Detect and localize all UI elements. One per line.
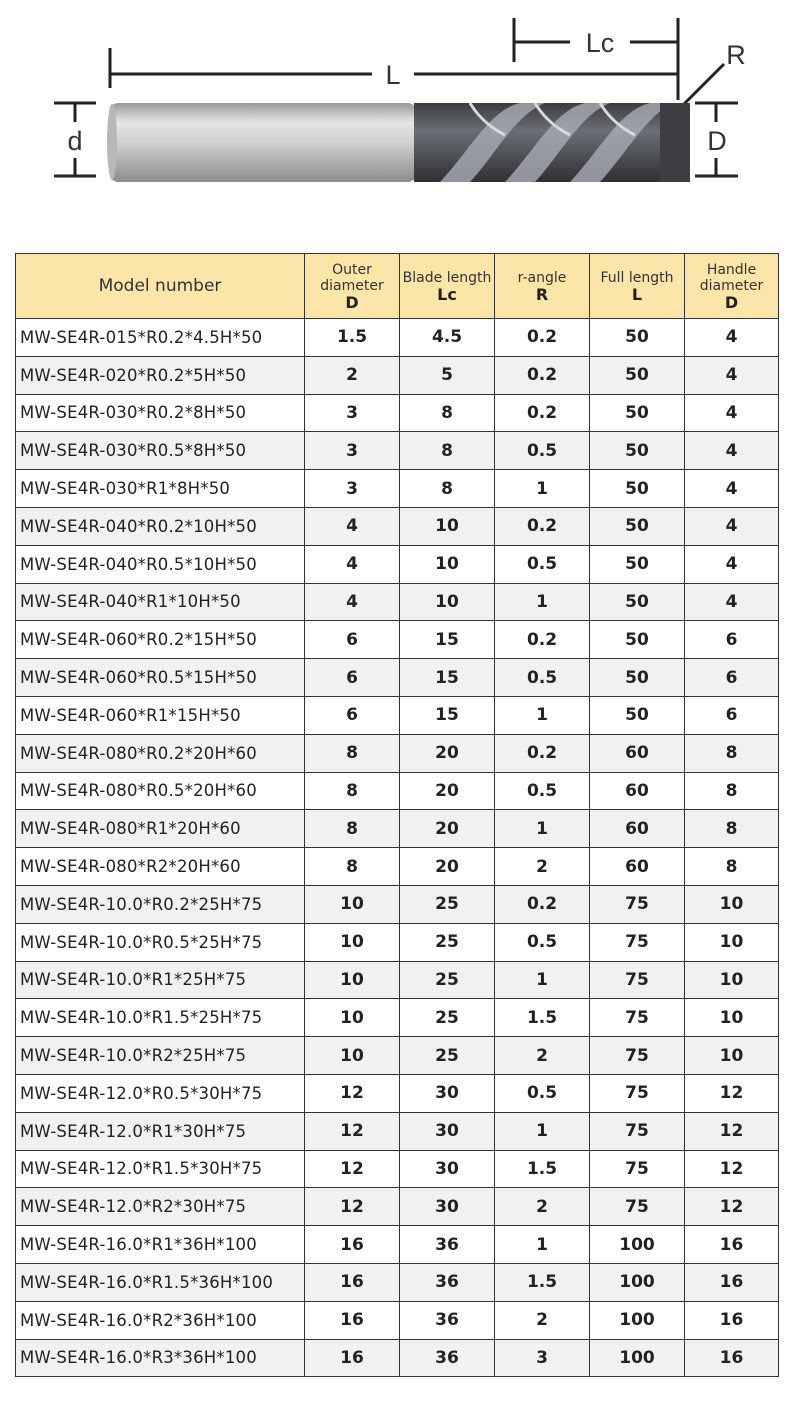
blade-length-cell: 36 bbox=[400, 1339, 495, 1377]
table-body bbox=[16, 319, 779, 1377]
r-angle-cell: 0.2 bbox=[495, 356, 590, 394]
outer-diameter-cell: 1.5 bbox=[305, 319, 400, 357]
blade-length-cell: 15 bbox=[400, 659, 495, 697]
header-symbol: L bbox=[631, 284, 643, 304]
handle-diameter-cell: 6 bbox=[685, 659, 779, 697]
r-angle-cell: 0.2 bbox=[495, 319, 590, 357]
model-number-cell: MW-SE4R-080*R2*20H*60 bbox=[16, 848, 305, 886]
model-number-cell: MW-SE4R-080*R0.5*20H*60 bbox=[16, 772, 305, 810]
table-row bbox=[16, 885, 779, 923]
outer-diameter-cell: 16 bbox=[305, 1339, 400, 1377]
model-number-cell: MW-SE4R-10.0*R1*25H*75 bbox=[16, 961, 305, 999]
handle-diameter-cell: 10 bbox=[685, 885, 779, 923]
outer-diameter-cell: 12 bbox=[305, 1074, 400, 1112]
table-row bbox=[16, 356, 779, 394]
r-angle-cell: 0.2 bbox=[495, 394, 590, 432]
blade-length-cell: 20 bbox=[400, 772, 495, 810]
table-row bbox=[16, 1188, 779, 1226]
model-number-cell: MW-SE4R-10.0*R0.5*25H*75 bbox=[16, 923, 305, 961]
column-header-blade-length bbox=[400, 254, 495, 319]
outer-diameter-cell: 4 bbox=[305, 507, 400, 545]
header-title: Full length bbox=[600, 269, 674, 286]
outer-diameter-cell: 3 bbox=[305, 470, 400, 508]
outer-diameter-cell: 12 bbox=[305, 1188, 400, 1226]
handle-diameter-cell: 12 bbox=[685, 1188, 779, 1226]
full-length-cell: 50 bbox=[590, 319, 685, 357]
table-row bbox=[16, 1301, 779, 1339]
r-angle-cell: 1 bbox=[495, 1226, 590, 1264]
model-number-cell: MW-SE4R-030*R1*8H*50 bbox=[16, 470, 305, 508]
outer-diameter-cell: 4 bbox=[305, 583, 400, 621]
r-angle-cell: 1 bbox=[495, 810, 590, 848]
table-row bbox=[16, 1226, 779, 1264]
model-number-cell: MW-SE4R-16.0*R1*36H*100 bbox=[16, 1226, 305, 1264]
blade-length-cell: 10 bbox=[400, 507, 495, 545]
end-mill-flutes bbox=[414, 103, 690, 182]
full-length-cell: 100 bbox=[590, 1263, 685, 1301]
table-row bbox=[16, 507, 779, 545]
table-row bbox=[16, 394, 779, 432]
column-header-r-angle bbox=[495, 254, 590, 319]
handle-diameter-cell: 10 bbox=[685, 1037, 779, 1075]
model-number-cell: MW-SE4R-040*R0.5*10H*50 bbox=[16, 545, 305, 583]
handle-diameter-cell: 4 bbox=[685, 545, 779, 583]
handle-diameter-cell: 4 bbox=[685, 319, 779, 357]
blade-length-cell: 10 bbox=[400, 583, 495, 621]
blade-length-cell: 30 bbox=[400, 1074, 495, 1112]
r-angle-cell: 0.5 bbox=[495, 923, 590, 961]
full-length-cell: 50 bbox=[590, 356, 685, 394]
r-angle-cell: 0.5 bbox=[495, 772, 590, 810]
handle-diameter-cell: 12 bbox=[685, 1150, 779, 1188]
blade-length-cell: 10 bbox=[400, 545, 495, 583]
full-length-cell: 50 bbox=[590, 583, 685, 621]
model-number-cell: MW-SE4R-060*R0.2*15H*50 bbox=[16, 621, 305, 659]
model-number-cell: MW-SE4R-080*R0.2*20H*60 bbox=[16, 734, 305, 772]
handle-diameter-cell: 16 bbox=[685, 1226, 779, 1264]
full-length-cell: 75 bbox=[590, 961, 685, 999]
handle-diameter-cell: 4 bbox=[685, 394, 779, 432]
full-length-cell: 75 bbox=[590, 999, 685, 1037]
end-mill-diagram bbox=[0, 0, 800, 230]
total-length-label: L bbox=[385, 60, 401, 90]
handle-diameter-cell: 16 bbox=[685, 1339, 779, 1377]
outer-diameter-cell: 3 bbox=[305, 394, 400, 432]
handle-diameter-cell: 16 bbox=[685, 1263, 779, 1301]
end-mill-shank bbox=[107, 103, 416, 182]
header-symbol: R bbox=[535, 284, 549, 304]
header-symbol: Lc bbox=[437, 284, 457, 304]
r-angle-cell: 0.2 bbox=[495, 507, 590, 545]
column-header-handle-diameter bbox=[685, 254, 779, 319]
r-angle-cell: 0.2 bbox=[495, 885, 590, 923]
table-row bbox=[16, 1074, 779, 1112]
blade-length-cell: 25 bbox=[400, 999, 495, 1037]
outer-diameter-cell: 16 bbox=[305, 1301, 400, 1339]
handle-diameter-cell: 8 bbox=[685, 772, 779, 810]
model-number-cell: MW-SE4R-10.0*R1.5*25H*75 bbox=[16, 999, 305, 1037]
blade-length-cell: 20 bbox=[400, 810, 495, 848]
outer-diameter-cell: 4 bbox=[305, 545, 400, 583]
header-title: r-angle bbox=[517, 269, 567, 286]
outer-diameter-cell: 6 bbox=[305, 659, 400, 697]
table-row bbox=[16, 999, 779, 1037]
r-angle-cell: 1.5 bbox=[495, 999, 590, 1037]
table-row bbox=[16, 319, 779, 357]
blade-length-cell: 30 bbox=[400, 1150, 495, 1188]
outer-diameter-cell: 6 bbox=[305, 621, 400, 659]
handle-diameter-cell: 8 bbox=[685, 848, 779, 886]
handle-diameter-cell: 6 bbox=[685, 621, 779, 659]
r-angle-cell: 2 bbox=[495, 1301, 590, 1339]
outer-diameter-cell: 12 bbox=[305, 1112, 400, 1150]
specification-table bbox=[15, 253, 779, 1377]
table-row bbox=[16, 432, 779, 470]
header-title: Blade length bbox=[402, 269, 492, 286]
table-row bbox=[16, 1112, 779, 1150]
table-row bbox=[16, 545, 779, 583]
table-row bbox=[16, 772, 779, 810]
handle-diameter-cell: 8 bbox=[685, 810, 779, 848]
outer-diameter-cell: 8 bbox=[305, 772, 400, 810]
full-length-cell: 50 bbox=[590, 470, 685, 508]
model-number-cell: MW-SE4R-12.0*R0.5*30H*75 bbox=[16, 1074, 305, 1112]
blade-length-cell: 20 bbox=[400, 734, 495, 772]
full-length-cell: 60 bbox=[590, 810, 685, 848]
full-length-cell: 50 bbox=[590, 696, 685, 734]
column-header-outer-diameter bbox=[305, 254, 400, 319]
handle-diameter-cell: 8 bbox=[685, 734, 779, 772]
full-length-cell: 75 bbox=[590, 885, 685, 923]
blade-length-label: Lc bbox=[585, 28, 615, 58]
full-length-cell: 50 bbox=[590, 432, 685, 470]
handle-diameter-cell: 12 bbox=[685, 1074, 779, 1112]
radius-label: R bbox=[726, 40, 746, 70]
model-number-cell: MW-SE4R-060*R0.5*15H*50 bbox=[16, 659, 305, 697]
table-row bbox=[16, 1037, 779, 1075]
handle-diameter-cell: 10 bbox=[685, 999, 779, 1037]
r-angle-cell: 0.5 bbox=[495, 545, 590, 583]
outer-diameter-cell: 6 bbox=[305, 696, 400, 734]
outer-diameter-cell: 16 bbox=[305, 1226, 400, 1264]
shank-diameter-label: d bbox=[67, 126, 83, 156]
full-length-cell: 75 bbox=[590, 1188, 685, 1226]
header-title: Outer diameter bbox=[320, 261, 384, 294]
blade-length-cell: 4.5 bbox=[400, 319, 495, 357]
model-number-cell: MW-SE4R-080*R1*20H*60 bbox=[16, 810, 305, 848]
model-number-cell: MW-SE4R-015*R0.2*4.5H*50 bbox=[16, 319, 305, 357]
full-length-cell: 100 bbox=[590, 1226, 685, 1264]
blade-length-cell: 30 bbox=[400, 1188, 495, 1226]
table-row bbox=[16, 1263, 779, 1301]
model-number-cell: MW-SE4R-12.0*R1.5*30H*75 bbox=[16, 1150, 305, 1188]
model-number-cell: MW-SE4R-16.0*R1.5*36H*100 bbox=[16, 1263, 305, 1301]
full-length-cell: 75 bbox=[590, 1074, 685, 1112]
handle-diameter-cell: 10 bbox=[685, 923, 779, 961]
handle-diameter-cell: 12 bbox=[685, 1112, 779, 1150]
outer-diameter-cell: 3 bbox=[305, 432, 400, 470]
outer-diameter-cell: 10 bbox=[305, 923, 400, 961]
blade-length-cell: 30 bbox=[400, 1112, 495, 1150]
handle-diameter-cell: 10 bbox=[685, 961, 779, 999]
outer-diameter-cell: 8 bbox=[305, 810, 400, 848]
blade-length-cell: 8 bbox=[400, 432, 495, 470]
r-angle-cell: 0.5 bbox=[495, 432, 590, 470]
model-number-cell: MW-SE4R-030*R0.5*8H*50 bbox=[16, 432, 305, 470]
blade-length-cell: 36 bbox=[400, 1226, 495, 1264]
model-number-cell: MW-SE4R-16.0*R3*36H*100 bbox=[16, 1339, 305, 1377]
r-angle-cell: 1.5 bbox=[495, 1150, 590, 1188]
full-length-cell: 75 bbox=[590, 1112, 685, 1150]
r-angle-cell: 1 bbox=[495, 470, 590, 508]
blade-length-cell: 25 bbox=[400, 885, 495, 923]
outer-diameter-cell: 10 bbox=[305, 999, 400, 1037]
r-angle-cell: 2 bbox=[495, 848, 590, 886]
handle-diameter-cell: 4 bbox=[685, 470, 779, 508]
model-number-cell: MW-SE4R-12.0*R1*30H*75 bbox=[16, 1112, 305, 1150]
blade-length-cell: 36 bbox=[400, 1301, 495, 1339]
table-row bbox=[16, 696, 779, 734]
full-length-cell: 60 bbox=[590, 734, 685, 772]
table-header-row bbox=[16, 254, 779, 319]
blade-length-cell: 25 bbox=[400, 923, 495, 961]
table-row bbox=[16, 734, 779, 772]
r-angle-cell: 0.2 bbox=[495, 734, 590, 772]
r-angle-cell: 1 bbox=[495, 583, 590, 621]
full-length-cell: 50 bbox=[590, 507, 685, 545]
r-angle-cell: 2 bbox=[495, 1188, 590, 1226]
handle-diameter-cell: 4 bbox=[685, 507, 779, 545]
header-title: Handle diameter bbox=[699, 261, 764, 294]
table-row bbox=[16, 923, 779, 961]
full-length-cell: 75 bbox=[590, 1150, 685, 1188]
full-length-cell: 75 bbox=[590, 923, 685, 961]
r-angle-cell: 2 bbox=[495, 1037, 590, 1075]
model-number-cell: MW-SE4R-020*R0.2*5H*50 bbox=[16, 356, 305, 394]
r-angle-cell: 3 bbox=[495, 1339, 590, 1377]
r-angle-cell: 1.5 bbox=[495, 1263, 590, 1301]
outer-diameter-cell: 2 bbox=[305, 356, 400, 394]
model-number-cell: MW-SE4R-040*R0.2*10H*50 bbox=[16, 507, 305, 545]
full-length-cell: 50 bbox=[590, 659, 685, 697]
column-header-full-length bbox=[590, 254, 685, 319]
full-length-cell: 75 bbox=[590, 1037, 685, 1075]
handle-diameter-cell: 4 bbox=[685, 356, 779, 394]
blade-length-cell: 20 bbox=[400, 848, 495, 886]
column-header-model: Model number bbox=[16, 254, 305, 319]
outer-diameter-cell: 16 bbox=[305, 1263, 400, 1301]
outer-diameter-cell: 8 bbox=[305, 848, 400, 886]
r-angle-cell: 0.5 bbox=[495, 1074, 590, 1112]
handle-diameter-cell: 6 bbox=[685, 696, 779, 734]
outer-diameter-label: D bbox=[707, 126, 727, 156]
outer-diameter-cell: 10 bbox=[305, 961, 400, 999]
r-angle-cell: 0.2 bbox=[495, 621, 590, 659]
blade-length-cell: 25 bbox=[400, 961, 495, 999]
blade-length-cell: 15 bbox=[400, 696, 495, 734]
outer-diameter-cell: 12 bbox=[305, 1150, 400, 1188]
header-symbol: D bbox=[345, 292, 359, 312]
model-number-cell: MW-SE4R-12.0*R2*30H*75 bbox=[16, 1188, 305, 1226]
header-symbol: D bbox=[724, 292, 739, 312]
model-number-cell: MW-SE4R-16.0*R2*36H*100 bbox=[16, 1301, 305, 1339]
r-angle-cell: 0.5 bbox=[495, 659, 590, 697]
full-length-cell: 60 bbox=[590, 848, 685, 886]
table-row bbox=[16, 1339, 779, 1377]
table-row bbox=[16, 810, 779, 848]
r-angle-cell: 1 bbox=[495, 1112, 590, 1150]
table-row bbox=[16, 1150, 779, 1188]
model-number-cell: MW-SE4R-030*R0.2*8H*50 bbox=[16, 394, 305, 432]
handle-diameter-cell: 4 bbox=[685, 432, 779, 470]
table-row bbox=[16, 621, 779, 659]
model-number-cell: MW-SE4R-040*R1*10H*50 bbox=[16, 583, 305, 621]
outer-diameter-cell: 10 bbox=[305, 1037, 400, 1075]
r-angle-cell: 1 bbox=[495, 961, 590, 999]
table-row bbox=[16, 961, 779, 999]
table-row bbox=[16, 583, 779, 621]
model-number-cell: MW-SE4R-10.0*R0.2*25H*75 bbox=[16, 885, 305, 923]
model-number-cell: MW-SE4R-10.0*R2*25H*75 bbox=[16, 1037, 305, 1075]
outer-diameter-cell: 10 bbox=[305, 885, 400, 923]
table-row bbox=[16, 470, 779, 508]
full-length-cell: 50 bbox=[590, 394, 685, 432]
model-number-cell: MW-SE4R-060*R1*15H*50 bbox=[16, 696, 305, 734]
handle-diameter-cell: 4 bbox=[685, 583, 779, 621]
blade-length-cell: 8 bbox=[400, 470, 495, 508]
blade-length-cell: 8 bbox=[400, 394, 495, 432]
full-length-cell: 100 bbox=[590, 1339, 685, 1377]
handle-diameter-cell: 16 bbox=[685, 1301, 779, 1339]
full-length-cell: 100 bbox=[590, 1301, 685, 1339]
table-row bbox=[16, 848, 779, 886]
full-length-cell: 60 bbox=[590, 772, 685, 810]
blade-length-cell: 5 bbox=[400, 356, 495, 394]
blade-length-cell: 36 bbox=[400, 1263, 495, 1301]
radius-leader bbox=[680, 64, 724, 108]
r-angle-cell: 1 bbox=[495, 696, 590, 734]
table-row bbox=[16, 659, 779, 697]
full-length-cell: 50 bbox=[590, 621, 685, 659]
full-length-cell: 50 bbox=[590, 545, 685, 583]
outer-diameter-cell: 8 bbox=[305, 734, 400, 772]
blade-length-cell: 15 bbox=[400, 621, 495, 659]
blade-length-cell: 25 bbox=[400, 1037, 495, 1075]
